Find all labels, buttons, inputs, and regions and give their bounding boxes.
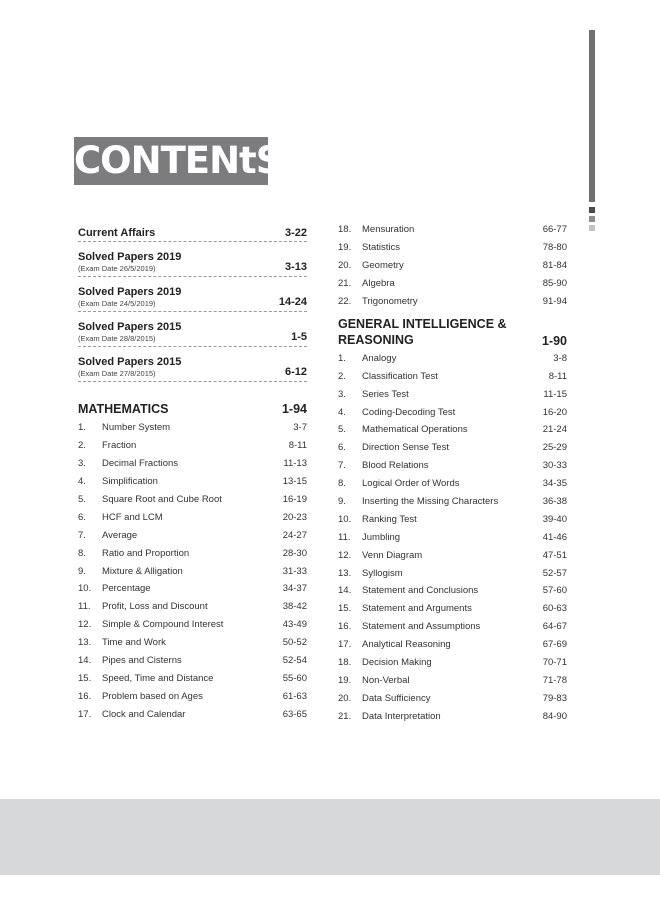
toc-row (78, 634, 307, 652)
toc-row (78, 705, 307, 723)
toc-row (338, 654, 567, 672)
toc-pages: 34-35 (542, 478, 567, 490)
toc-row (338, 689, 567, 707)
toc-pages: 64-67 (542, 621, 567, 633)
toc-row (78, 419, 307, 437)
toc-row (338, 349, 567, 367)
toc-pages: 30-33 (542, 460, 567, 472)
toc-number: 1. (338, 352, 346, 364)
toc-row (78, 616, 307, 634)
toc-row (338, 564, 567, 582)
toc-label: Analogy (362, 352, 397, 364)
left-column (78, 221, 307, 723)
toc-pages: 52-57 (542, 567, 567, 579)
toc-pages: 47-51 (542, 549, 567, 561)
section-title-line1: GENERAL INTELLIGENCE & (338, 317, 507, 332)
toc-highlight-row (78, 221, 307, 242)
toc-pages: 28-30 (282, 547, 307, 559)
toc-label: Classification Test (362, 370, 438, 382)
toc-row (338, 221, 567, 239)
toc-number: 11. (338, 531, 351, 543)
toc-label: Mathematical Operations (362, 424, 468, 436)
toc-row (338, 600, 567, 618)
toc-label: Statement and Conclusions (362, 585, 479, 597)
toc-row (338, 475, 567, 493)
toc-pages: 84-90 (542, 710, 567, 722)
section-title (338, 316, 507, 348)
toc-pages: 70-71 (542, 657, 567, 669)
toc-row (78, 437, 307, 455)
toc-highlight-title: Solved Papers 2019 (78, 286, 182, 298)
decorative-square (589, 216, 595, 222)
toc-label: Statement and Assumptions (362, 621, 481, 633)
toc-pages: 55-60 (282, 672, 307, 684)
toc-pages: 11-15 (543, 388, 567, 400)
section-heading-mathematics (78, 398, 307, 416)
toc-highlight-pages: 6-12 (284, 366, 307, 378)
toc-label: Statistics (362, 242, 401, 254)
toc-number: 20. (338, 260, 352, 272)
toc-number: 7. (78, 529, 86, 541)
toc-label: Simplification (102, 476, 158, 488)
toc-pages: 60-63 (542, 603, 567, 615)
toc-pages: 41-46 (542, 531, 567, 543)
toc-label: Mixture & Alligation (102, 565, 183, 577)
toc-number: 14. (338, 585, 352, 597)
toc-pages: 36-38 (542, 496, 567, 508)
toc-row (78, 544, 307, 562)
reasoning-topic-list (338, 349, 567, 725)
toc-label: Data Sufficiency (362, 692, 431, 704)
toc-number: 5. (78, 494, 86, 505)
toc-label: Geometry (362, 260, 404, 272)
toc-highlight-subtitle: (Exam Date 26/5/2019) (78, 264, 156, 273)
toc-label: Decision Making (362, 657, 432, 669)
toc-highlight-pages: 1-5 (291, 331, 307, 343)
toc-row (338, 671, 567, 689)
toc-pages: 20-23 (282, 511, 307, 523)
toc-number: 22. (338, 296, 352, 307)
toc-row (78, 580, 307, 598)
toc-label: Analytical Reasoning (362, 639, 451, 651)
toc-row (78, 669, 307, 687)
page-title: CONTENtS (74, 137, 268, 185)
toc-number: 12. (338, 549, 352, 561)
toc-row (338, 385, 567, 403)
toc-label: Coding-Decoding Test (362, 406, 456, 418)
section-pages: 1-94 (281, 402, 307, 416)
toc-number: 17. (338, 639, 352, 651)
toc-label: Simple & Compound Interest (102, 619, 224, 631)
toc-label: Profit, Loss and Discount (102, 601, 208, 613)
decorative-square (589, 207, 595, 213)
toc-label: Direction Sense Test (362, 442, 449, 454)
toc-pages: 31-33 (282, 565, 307, 577)
toc-pages: 8-11 (548, 370, 567, 382)
toc-number: 15. (78, 672, 92, 684)
toc-label: Mensuration (362, 224, 415, 236)
toc-highlight-text (78, 321, 181, 343)
toc-highlight-pages: 14-24 (278, 296, 307, 308)
toc-row (338, 457, 567, 475)
toc-pages: 3-7 (293, 422, 307, 434)
toc-pages: 66-77 (542, 224, 567, 236)
toc-number: 13. (338, 567, 352, 579)
toc-number: 8. (78, 547, 86, 559)
toc-label: Jumbling (362, 531, 401, 543)
toc-label: HCF and LCM (102, 511, 163, 523)
toc-label: Average (102, 529, 138, 541)
toc-label: Ranking Test (362, 513, 417, 525)
toc-number: 6. (78, 511, 86, 523)
toc-label: Statement and Arguments (362, 603, 472, 615)
toc-label: Problem based on Ages (102, 690, 203, 702)
toc-number: 21. (338, 278, 352, 290)
right-column (338, 221, 567, 725)
toc-pages: 78-80 (542, 242, 567, 254)
toc-number: 12. (78, 619, 92, 631)
toc-pages: 39-40 (542, 513, 567, 525)
toc-pages: 79-83 (542, 692, 567, 704)
toc-number: 3. (78, 458, 86, 470)
footer-band (0, 799, 660, 875)
section-heading-reasoning (338, 312, 567, 348)
toc-pages: 11-13 (283, 458, 307, 470)
toc-pages: 34-37 (282, 583, 307, 595)
toc-row (338, 493, 567, 511)
toc-row (338, 257, 567, 275)
toc-pages: 24-27 (282, 529, 307, 541)
toc-highlight-subtitle: (Exam Date 24/5/2019) (78, 299, 156, 308)
toc-number: 19. (338, 674, 352, 686)
toc-pages: 8-11 (288, 440, 307, 452)
toc-number: 9. (338, 496, 346, 508)
toc-row (338, 421, 567, 439)
toc-pages: 21-24 (542, 424, 567, 436)
toc-row (78, 687, 307, 705)
toc-pages: 67-69 (542, 639, 567, 651)
toc-row (78, 508, 307, 526)
toc-pages: 16-19 (282, 494, 307, 505)
toc-number: 16. (78, 690, 92, 702)
toc-row (338, 546, 567, 564)
toc-number: 18. (338, 224, 352, 236)
toc-number: 2. (338, 370, 346, 382)
toc-highlight-text (78, 356, 181, 378)
toc-pages: 85-90 (542, 278, 567, 290)
math-topic-list-continued (338, 221, 567, 310)
toc-number: 19. (338, 242, 352, 254)
decorative-square (589, 225, 595, 231)
toc-pages: 71-78 (542, 674, 567, 686)
toc-highlight-text (78, 251, 181, 273)
toc-row (338, 582, 567, 600)
toc-pages: 43-49 (282, 619, 307, 631)
toc-highlight-row (78, 280, 307, 312)
toc-number: 17. (78, 708, 92, 720)
toc-number: 9. (78, 565, 86, 577)
toc-row (338, 439, 567, 457)
toc-highlight-text (78, 286, 181, 308)
toc-number: 15. (338, 603, 352, 615)
toc-label: Series Test (362, 388, 409, 400)
toc-number: 21. (338, 710, 352, 722)
toc-label: Data Interpretation (362, 710, 441, 722)
toc-pages: 81-84 (542, 260, 567, 272)
toc-highlight-row (78, 350, 307, 382)
toc-pages: 50-52 (282, 637, 307, 649)
toc-pages: 3-8 (553, 352, 567, 364)
toc-highlight-title: Solved Papers 2015 (78, 321, 182, 333)
toc-highlight-title: Solved Papers 2019 (78, 251, 182, 263)
toc-pages: 16-20 (542, 406, 567, 418)
toc-row (338, 275, 567, 293)
toc-number: 18. (338, 657, 352, 669)
section-pages: 1-90 (541, 334, 567, 349)
toc-label: Blood Relations (362, 460, 429, 472)
toc-row (78, 473, 307, 491)
toc-pages: 52-54 (282, 655, 307, 667)
toc-label: Fraction (102, 440, 137, 452)
toc-pages: 25-29 (542, 442, 567, 454)
toc-label: Time and Work (102, 637, 166, 649)
toc-row (78, 598, 307, 616)
toc-row (338, 239, 567, 257)
toc-number: 10. (338, 513, 352, 525)
toc-label: Speed, Time and Distance (102, 672, 214, 684)
toc-highlight-row (78, 315, 307, 347)
toc-number: 14. (78, 655, 92, 667)
toc-number: 16. (338, 621, 352, 633)
toc-highlight-title: Current Affairs (78, 227, 156, 239)
toc-label: Algebra (362, 278, 395, 290)
toc-row (338, 636, 567, 654)
toc-label: Number System (102, 422, 171, 434)
toc-number: 6. (338, 442, 346, 454)
toc-highlight-text (78, 227, 155, 239)
toc-pages: 57-60 (542, 585, 567, 597)
toc-row (338, 403, 567, 421)
toc-highlight-title: Solved Papers 2015 (78, 356, 182, 368)
toc-row (78, 455, 307, 473)
toc-number: 4. (78, 476, 86, 488)
toc-label: Inserting the Missing Characters (362, 496, 499, 508)
toc-label: Square Root and Cube Root (102, 494, 222, 505)
toc-number: 11. (78, 601, 91, 613)
toc-row (338, 367, 567, 385)
toc-label: Logical Order of Words (362, 478, 460, 490)
toc-label: Clock and Calendar (102, 708, 186, 720)
toc-number: 4. (338, 406, 346, 418)
section-title-line2: REASONING (338, 333, 414, 348)
toc-pages: 91-94 (542, 296, 567, 307)
toc-row (338, 293, 567, 311)
math-topic-list (78, 419, 307, 723)
toc-row (338, 510, 567, 528)
toc-number: 13. (78, 637, 92, 649)
toc-label: Percentage (102, 583, 151, 595)
toc-label: Decimal Fractions (102, 458, 179, 470)
toc-number: 1. (78, 422, 86, 434)
toc-label: Venn Diagram (362, 549, 423, 561)
toc-label: Non-Verbal (362, 674, 410, 686)
toc-row (78, 652, 307, 670)
toc-number: 2. (78, 440, 86, 452)
toc-highlight-row (78, 245, 307, 277)
toc-number: 5. (338, 424, 346, 436)
toc-row (78, 526, 307, 544)
toc-row (338, 707, 567, 725)
toc-label: Trigonometry (362, 296, 418, 307)
toc-row (78, 491, 307, 509)
toc-pages: 38-42 (282, 601, 307, 613)
toc-number: 10. (78, 583, 92, 595)
toc-number: 3. (338, 388, 346, 400)
toc-label: Ratio and Proportion (102, 547, 190, 559)
toc-pages: 63-65 (282, 708, 307, 720)
toc-number: 7. (338, 460, 346, 472)
toc-row (78, 562, 307, 580)
toc-highlight-subtitle: (Exam Date 27/8/2015) (78, 369, 156, 378)
toc-highlight-pages: 3-22 (284, 227, 307, 239)
decorative-side-bar (589, 30, 595, 202)
toc-number: 8. (338, 478, 346, 490)
toc-highlight-subtitle: (Exam Date 28/8/2015) (78, 334, 156, 343)
toc-number: 20. (338, 692, 352, 704)
toc-pages: 13-15 (282, 476, 307, 488)
highlight-list (78, 221, 307, 382)
toc-highlight-pages: 3-13 (284, 261, 307, 273)
section-title: MATHEMATICS (78, 402, 169, 416)
toc-label: Syllogism (362, 567, 403, 579)
toc-row (338, 618, 567, 636)
toc-pages: 61-63 (282, 690, 307, 702)
toc-row (338, 528, 567, 546)
toc-label: Pipes and Cisterns (102, 655, 182, 667)
